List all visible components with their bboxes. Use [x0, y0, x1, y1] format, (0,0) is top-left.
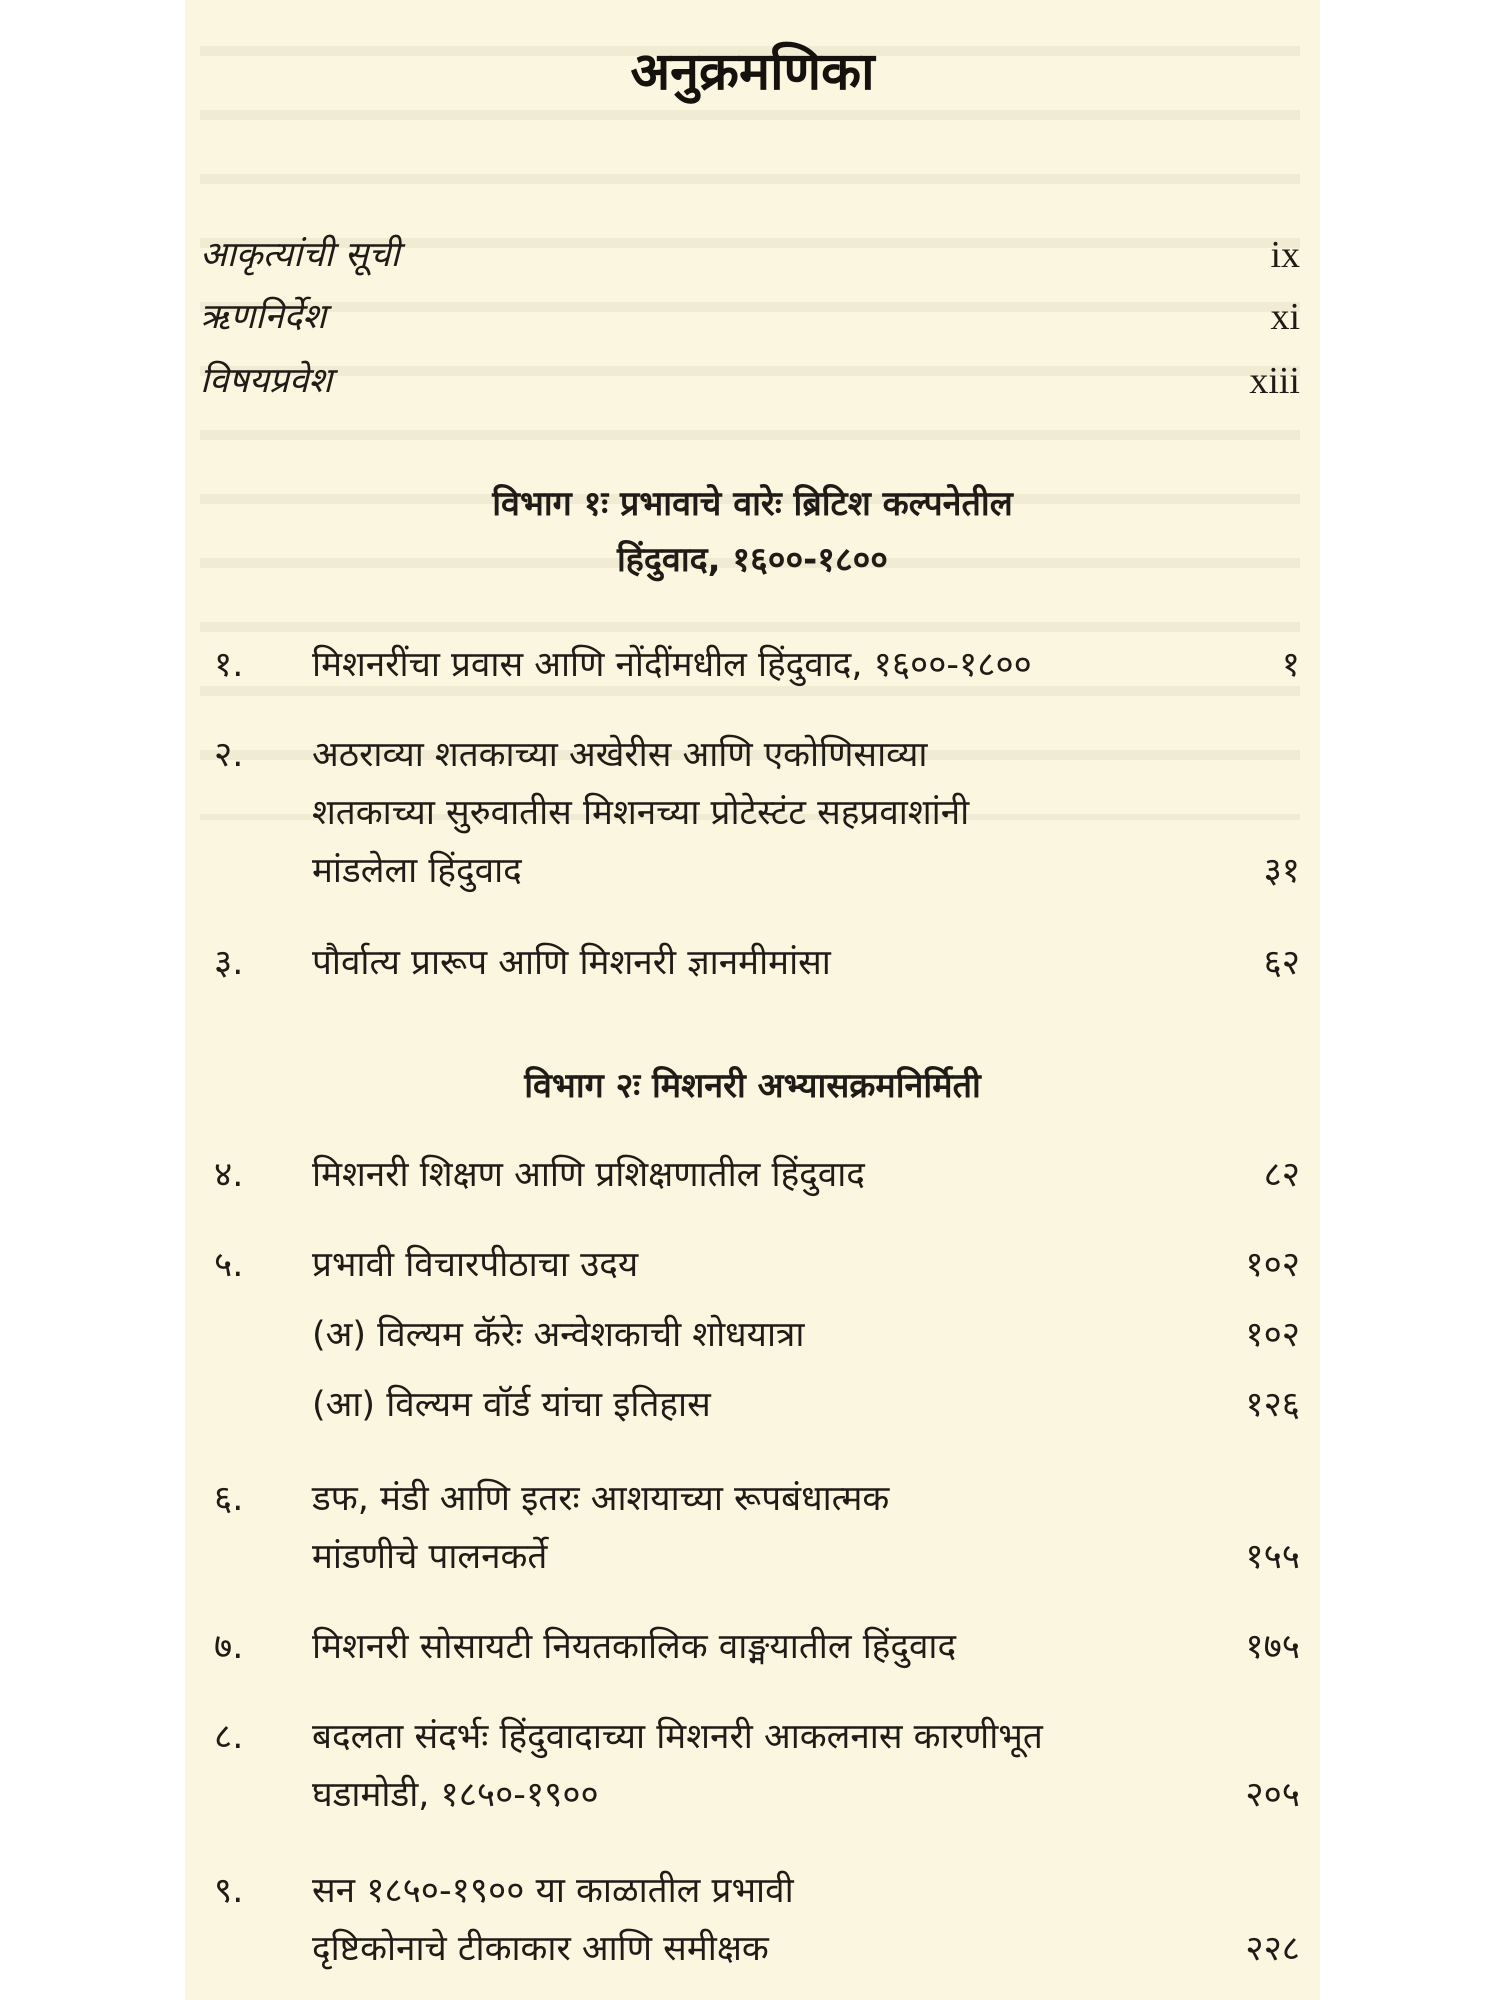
section-heading [185, 1058, 1320, 1114]
page-title: अनुक्रमणिका [630, 42, 875, 102]
toc-entry-prelim [200, 352, 1300, 410]
chapter-title: मिशनरींचा प्रवास आणि नोंदींमधील हिंदुवाद, १६००-१८०० [312, 645, 1032, 685]
entry-page: १२६ [1245, 1385, 1300, 1425]
chapter-title: सन १८५०-१९०० या काळातील प्रभावी दृष्टिकोनाचे टीकाकार आणि समीक्षक [312, 1871, 794, 1969]
toc-entry-chapter [200, 1618, 1300, 1676]
toc-entry-chapter [200, 934, 1300, 992]
chapter-title: मिशनरी सोसायटी नियतकालिक वाङ्मयातील हिंदुवाद [312, 1627, 957, 1667]
entry-page: ६२ [1263, 943, 1300, 983]
subentry-label: (आ) विल्यम वॉर्ड यांचा इतिहास [312, 1385, 711, 1425]
entry-page: २०५ [1245, 1775, 1300, 1815]
entry-page: ८२ [1263, 1155, 1300, 1195]
entry-label: विषयप्रवेश [200, 361, 333, 401]
chapter-title: डफ, मंडी आणि इतरः आशयाच्या रूपबंधात्मक मांडणीचे पालनकर्ते [312, 1479, 890, 1577]
entry-page: २२८ [1245, 1929, 1300, 1969]
entry-page: १०२ [1245, 1245, 1300, 1285]
toc-entry-chapter [200, 726, 1300, 900]
chapter-number: ३. [214, 943, 244, 983]
toc-entry-chapter [200, 636, 1300, 694]
chapter-title: बदलता संदर्भः हिंदुवादाच्या मिशनरी आकलनास कारणीभूत घडामोडी, १८५०-१९०० [312, 1717, 1043, 1815]
entry-page: ix [1270, 234, 1300, 276]
section-heading [185, 476, 1320, 588]
subentry-label: (अ) विल्यम कॅरेः अन्वेशकाची शोधयात्रा [312, 1315, 805, 1355]
entry-label: ऋणनिर्देश [200, 297, 327, 337]
entry-page: १०२ [1245, 1315, 1300, 1355]
toc-subentry [200, 1376, 1300, 1434]
chapter-number: ७. [214, 1627, 244, 1667]
toc-entry-chapter [200, 1862, 1300, 1978]
chapter-title: अठराव्या शतकाच्या अखेरीस आणि एकोणिसाव्या शतकाच्या सुरुवातीस मिशनच्या प्रोटेस्टंट सहप्रवाशांनी मांडलेला हिंदुवाद [312, 735, 970, 891]
chapter-number: ९. [214, 1871, 244, 1911]
chapter-number: ६. [214, 1479, 244, 1519]
chapter-number: ८. [214, 1717, 244, 1757]
toc-entry-prelim [200, 226, 1300, 284]
chapter-title: मिशनरी शिक्षण आणि प्रशिक्षणातील हिंदुवाद [312, 1155, 865, 1195]
section-heading-line: विभाग १ः प्रभावाचे वारेः ब्रिटिश कल्पनेतील [492, 484, 1013, 524]
chapter-number: १. [214, 645, 244, 685]
entry-page: १५५ [1245, 1537, 1300, 1577]
toc-entry-chapter [200, 1708, 1300, 1824]
section-heading-line: विभाग २ः मिशनरी अभ्यासक्रमनिर्मिती [524, 1066, 981, 1106]
entry-page: xiii [1249, 360, 1300, 402]
chapter-title: पौर्वात्य प्रारूप आणि मिशनरी ज्ञानमीमांसा [312, 943, 831, 983]
entry-page: xi [1270, 296, 1300, 338]
toc-entry-chapter [200, 1146, 1300, 1204]
chapter-number: ४. [214, 1155, 244, 1195]
chapter-number: ५. [214, 1245, 244, 1285]
toc-entry-prelim [200, 288, 1300, 346]
toc-subentry [200, 1306, 1300, 1364]
entry-page: ३१ [1263, 851, 1300, 891]
section-heading-line: हिंदुवाद, १६००-१८०० [617, 540, 888, 580]
toc-entry-chapter [200, 1470, 1300, 1586]
chapter-number: २. [214, 735, 244, 775]
entry-label: आकृत्यांची सूची [200, 235, 400, 275]
entry-page: १७५ [1245, 1627, 1300, 1667]
chapter-title: प्रभावी विचारपीठाचा उदय [312, 1245, 639, 1285]
toc-entry-chapter [200, 1236, 1300, 1294]
entry-page: १ [1281, 645, 1300, 685]
